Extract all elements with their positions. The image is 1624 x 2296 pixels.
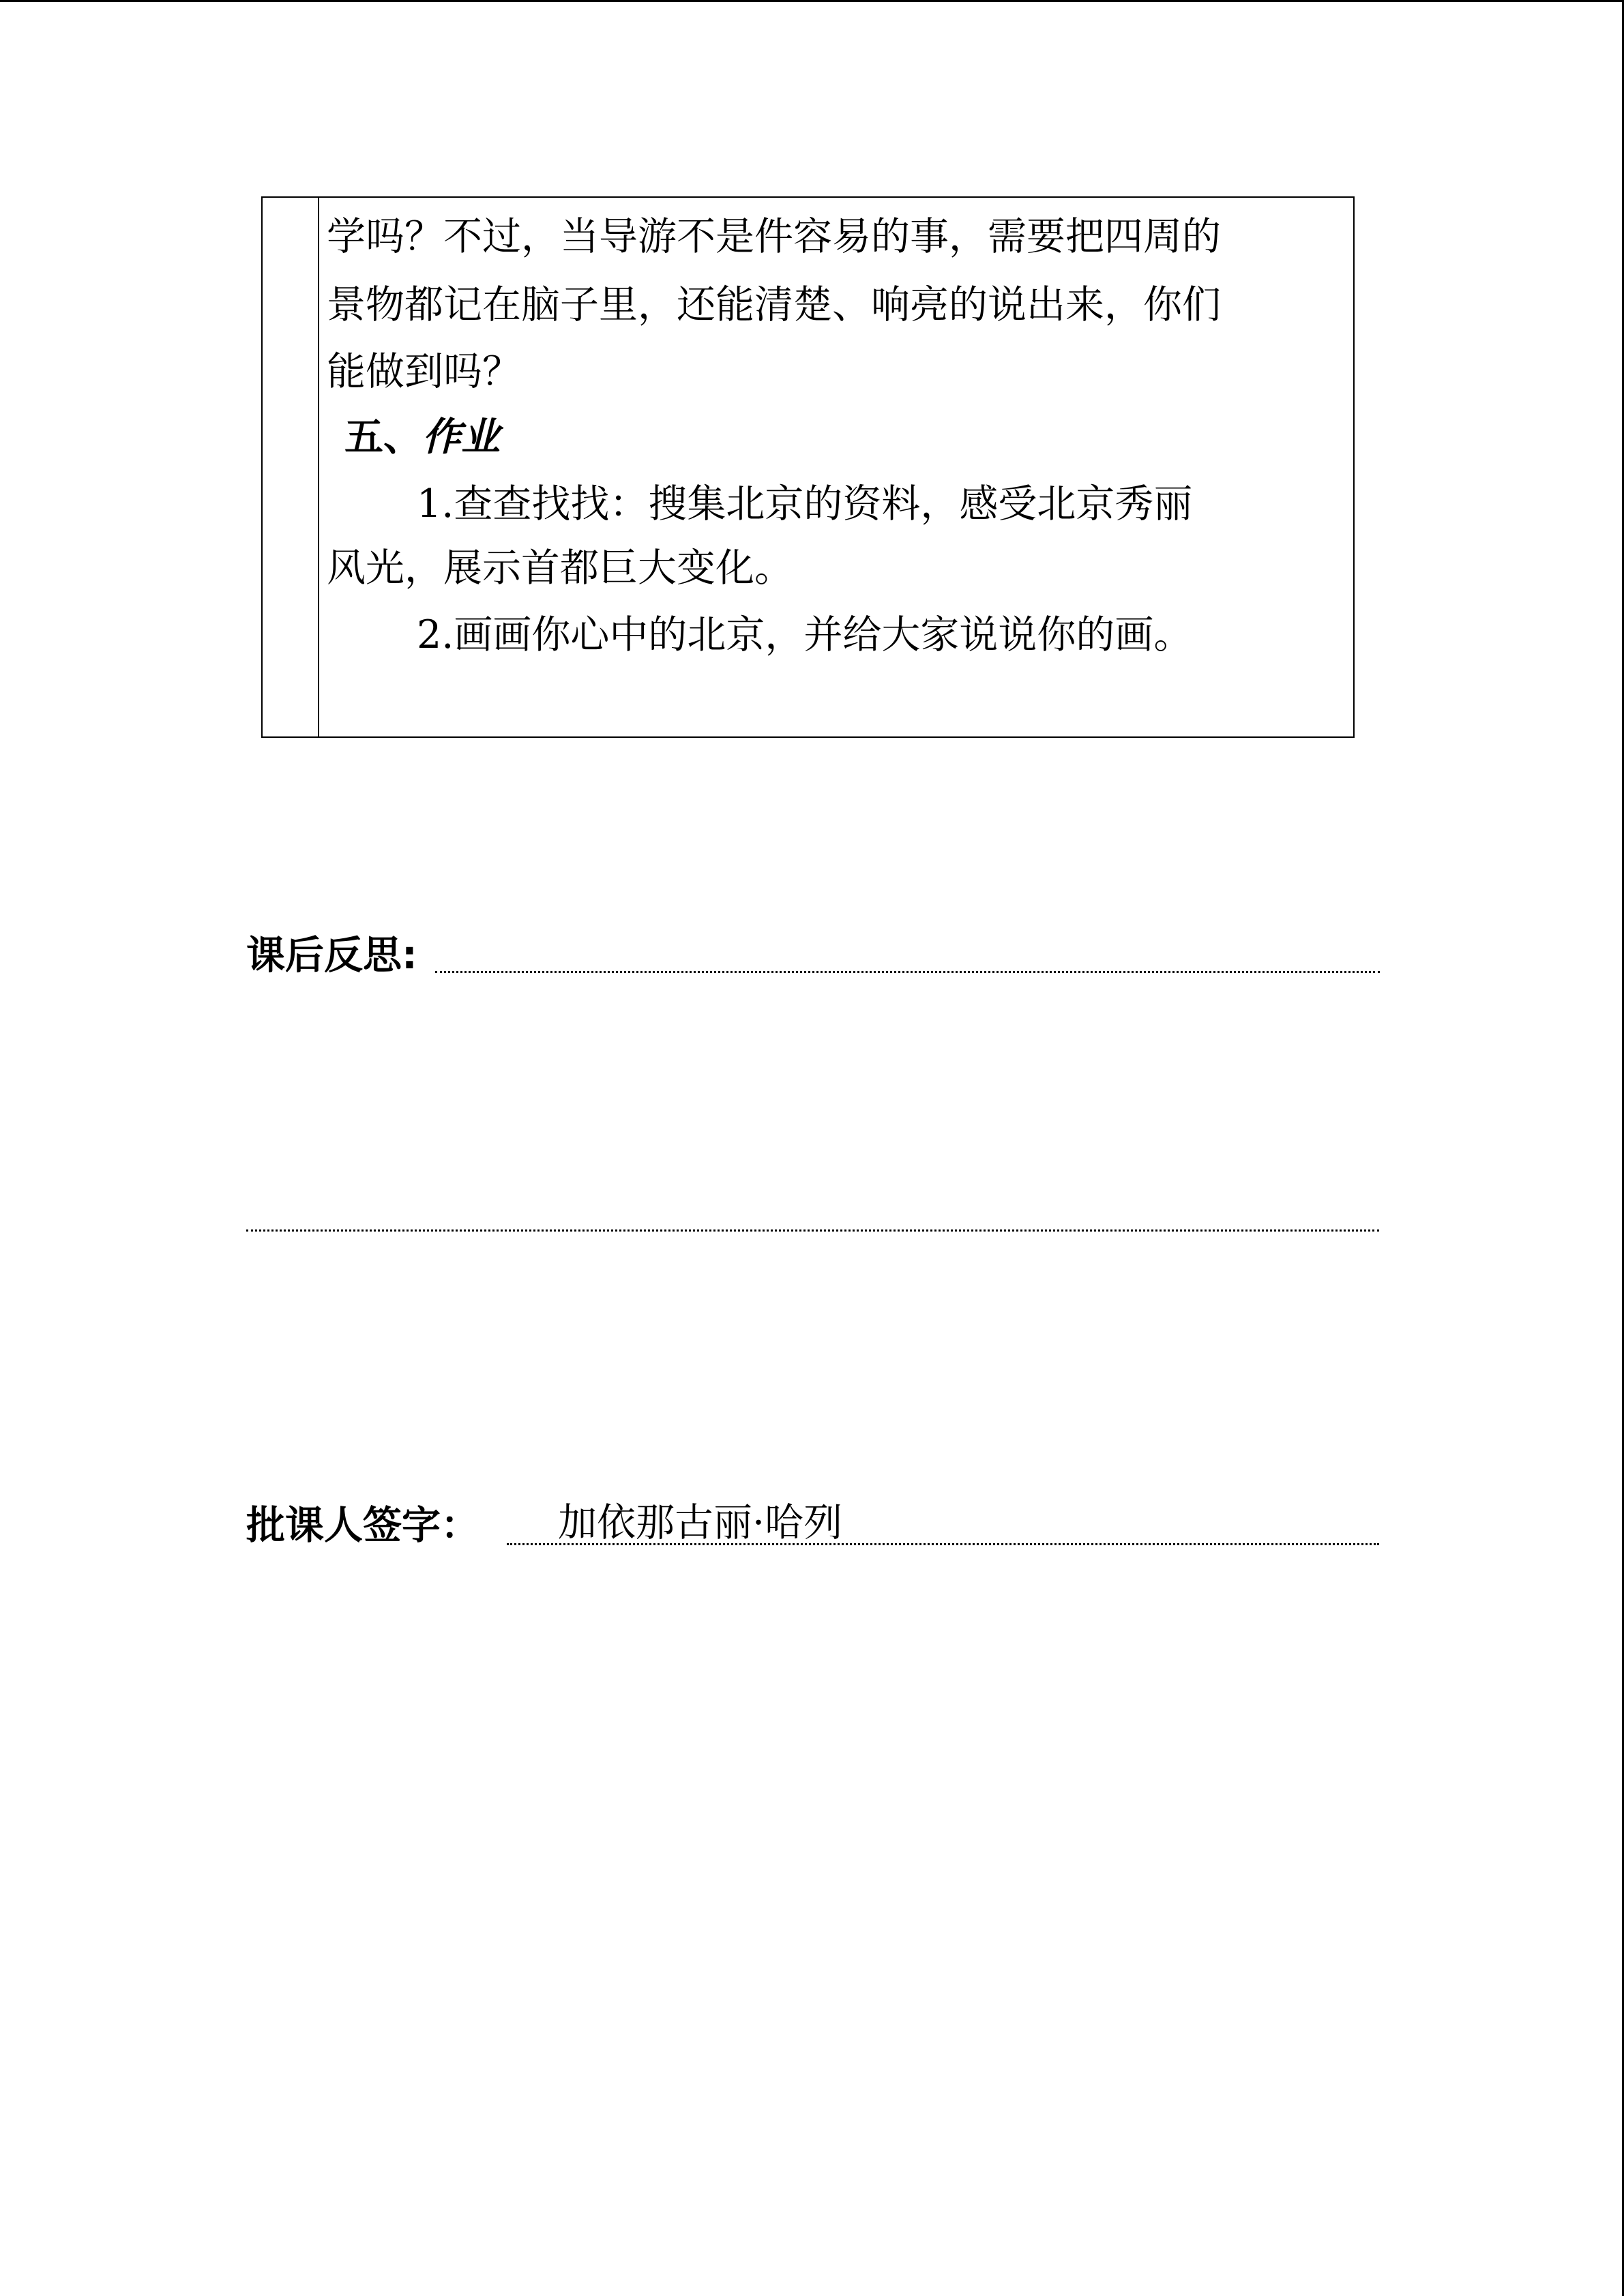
section-number: 五、 xyxy=(344,414,422,460)
reflection-dotted-line-1 xyxy=(435,971,1380,973)
content-line-2: 景物都记在脑子里，还能清楚、响亮的说出来，你们 xyxy=(327,282,1221,327)
page-top-border xyxy=(0,0,1624,2)
lesson-content-cell xyxy=(319,198,1353,736)
reflection-dotted-line-2 xyxy=(246,1229,1379,1232)
signature-dotted-line xyxy=(507,1543,1379,1545)
section-heading xyxy=(344,415,500,460)
content-line-3: 能做到吗？ xyxy=(327,349,521,394)
table-left-column xyxy=(263,198,319,736)
homework-item-1: 1.查查找找：搜集北京的资料，感受北京秀丽 xyxy=(417,481,1193,526)
content-line-1: 学吗？不过，当导游不是件容易的事，需要把四周的 xyxy=(327,214,1221,259)
lesson-plan-table xyxy=(261,196,1355,738)
reflection-label: 课后反思: xyxy=(246,933,417,978)
approver-signature: 加依那古丽·哈列 xyxy=(558,1500,843,1545)
section-title: 作业 xyxy=(422,414,500,460)
approver-label: 批课人签字： xyxy=(246,1503,479,1548)
homework-item-2: 2.画画你心中的北京，并给大家说说你的画。 xyxy=(417,612,1193,657)
homework-item-1-continued: 风光，展示首都巨大变化。 xyxy=(327,546,793,591)
